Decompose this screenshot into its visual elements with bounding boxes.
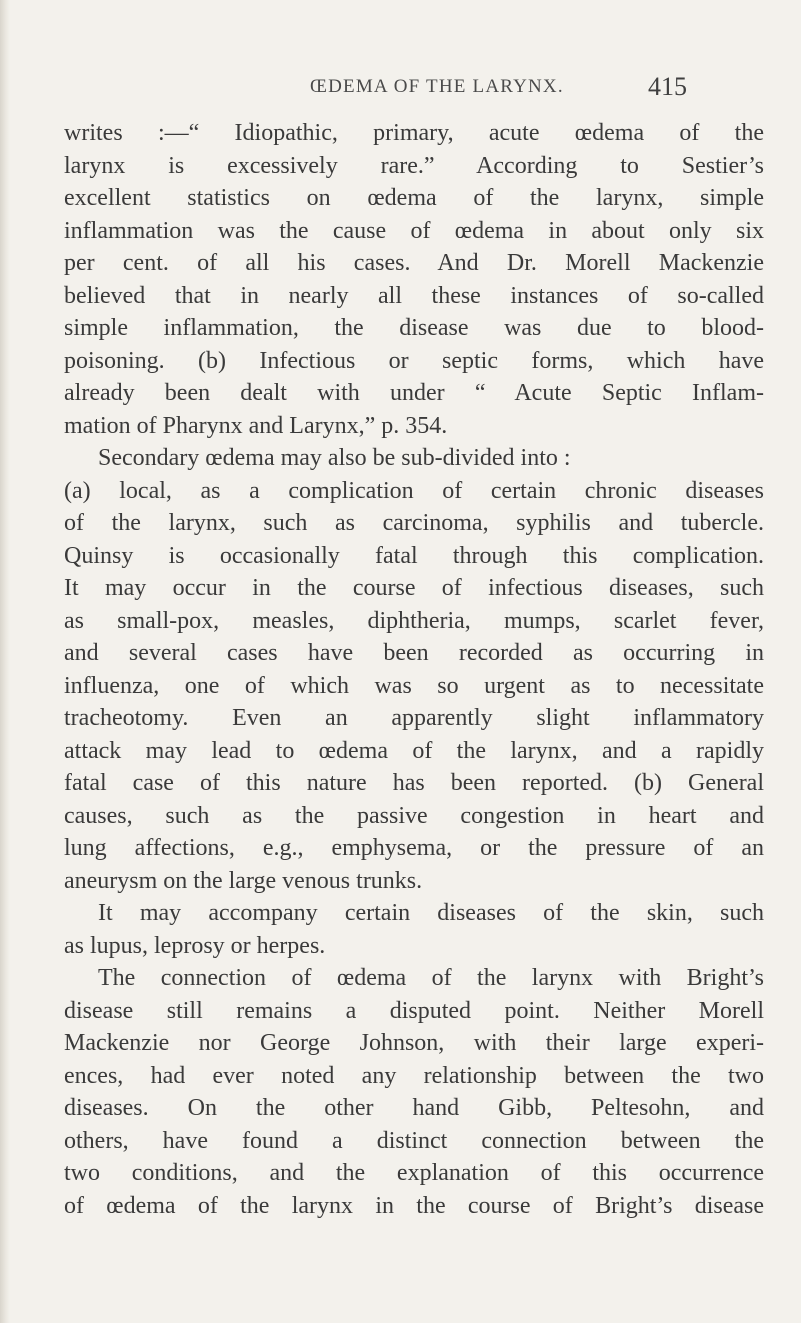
text-line: believed that in nearly all these instances of so-called xyxy=(64,282,764,309)
text-line: as lupus, leprosy or herpes. xyxy=(64,932,326,959)
text-line: Mackenzie nor George Johnson, with their large experi- xyxy=(64,1030,764,1056)
text-line: already been dealt with under “ Acute Septic Inflam- xyxy=(64,380,764,406)
page-header xyxy=(0,72,801,108)
text-line: two conditions, and the explanation of this occurrence xyxy=(64,1160,764,1186)
text-line: inflammation was the cause of œdema in about only six xyxy=(64,217,764,244)
text-line: aneurysm on the large venous trunks. xyxy=(64,867,423,894)
text-line: of œdema of the larynx in the course of Bright’s disease xyxy=(64,1192,764,1219)
text-line: Quinsy is occasionally fatal through this complication. xyxy=(64,542,764,569)
text-line: diseases. On the other hand Gibb, Peltesohn, and xyxy=(64,1095,764,1121)
text-line: writes :—“ Idiopathic, primary, acute œdema of the xyxy=(64,120,764,146)
text-line: lung affections, e.g., emphysema, or the pressure of an xyxy=(64,835,764,861)
text-line: of the larynx, such as carcinoma, syphilis and tubercle. xyxy=(64,510,764,536)
text-line: causes, such as the passive congestion in heart and xyxy=(64,802,764,829)
text-line: The connection of œdema of the larynx with Bright’s xyxy=(98,965,764,991)
text-line: others, have found a distinct connection between the xyxy=(64,1127,764,1154)
text-line: It may occur in the course of infectious diseases, such xyxy=(64,575,764,601)
text-line: Secondary œdema may also be sub-divided into : xyxy=(98,445,571,471)
text-line: fatal case of this nature has been reported. (b) General xyxy=(64,770,764,796)
text-line: mation of Pharynx and Larynx,” p. 354. xyxy=(64,412,448,439)
text-line: poisoning. (b) Infectious or septic forms, which have xyxy=(64,347,764,374)
text-line: influenza, one of which was so urgent as to necessitate xyxy=(64,672,764,699)
text-line: and several cases have been recorded as occurring in xyxy=(64,640,764,666)
text-line: per cent. of all his cases. And Dr. Morell Mackenzie xyxy=(64,250,764,276)
page-gutter-edge xyxy=(0,0,10,1323)
text-line: as small-pox, measles, diphtheria, mumps, scarlet fever, xyxy=(64,607,764,634)
text-line: disease still remains a disputed point. Neither Morell xyxy=(64,997,764,1024)
text-line: simple inflammation, the disease was due to blood- xyxy=(64,315,764,341)
text-line: (a) local, as a complication of certain chronic diseases xyxy=(64,477,764,504)
text-line: larynx is excessively rare.” According to Sestier’s xyxy=(64,152,764,179)
text-line: It may accompany certain diseases of the skin, such xyxy=(98,900,764,926)
text-line: excellent statistics on œdema of the larynx, simple xyxy=(64,185,764,211)
page-number: 415 xyxy=(648,72,687,101)
text-line: attack may lead to œdema of the larynx, and a rapidly xyxy=(64,737,764,764)
text-line: tracheotomy. Even an apparently slight inflammatory xyxy=(64,705,764,731)
body-text xyxy=(64,117,764,1222)
text-line: ences, had ever noted any relationship between the two xyxy=(64,1062,764,1089)
running-head: ŒDEMA OF THE LARYNX. xyxy=(310,76,564,97)
